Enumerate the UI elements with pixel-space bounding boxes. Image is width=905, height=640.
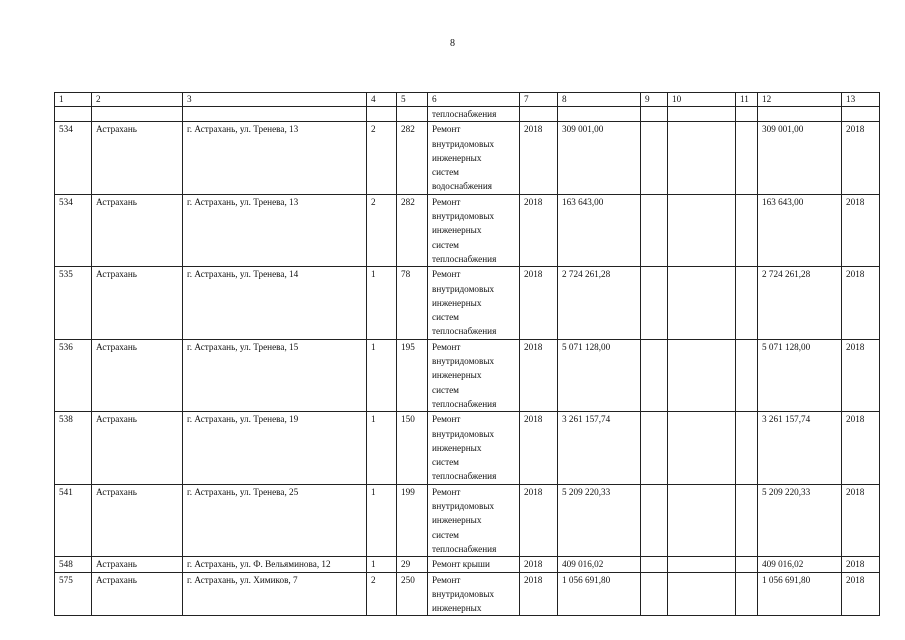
cell-text: 2018 <box>846 196 865 207</box>
cell-text: 195 <box>401 341 415 352</box>
cell-text: 2 <box>371 196 376 207</box>
table-cell-col-no <box>55 557 92 572</box>
table-row <box>55 194 880 266</box>
table-cell-col-11 <box>736 267 758 339</box>
header-cell-col-address: 3 <box>183 93 367 107</box>
cell-text: г. Астрахань, ул. Химиков, 7 <box>187 574 298 585</box>
continuation-cell <box>92 107 183 122</box>
table-cell-col-12 <box>758 339 842 411</box>
table-cell-col-8 <box>558 572 641 616</box>
cell-text: 2018 <box>524 414 543 425</box>
table-cell-col-work-type <box>428 557 520 572</box>
table-cell-col-10 <box>668 557 736 572</box>
cell-text: теплоснабжения <box>432 109 497 119</box>
table-cell-col-9 <box>641 339 668 411</box>
cell-text: г. Астрахань, ул. Тренева, 14 <box>187 269 299 280</box>
table-cell-col-4 <box>367 557 397 572</box>
header-cell-col-12: 12 <box>758 93 842 107</box>
table-cell-col-address <box>183 572 367 616</box>
table-cell-col-4 <box>367 267 397 339</box>
table-cell-col-9 <box>641 267 668 339</box>
header-cell-col-11: 11 <box>736 93 758 107</box>
cell-text: 2018 <box>846 124 865 135</box>
table-cell-col-13 <box>842 267 880 339</box>
cell-text: 3 261 157,74 <box>562 414 611 425</box>
table-cell-col-5 <box>397 194 428 266</box>
cell-text: 1 056 691,80 <box>762 574 811 585</box>
header-cell-col-7: 7 <box>520 93 558 107</box>
page-number: 8 <box>450 38 455 49</box>
cell-text: г. Астрахань, ул. Ф. Вельяминова, 12 <box>187 559 331 570</box>
continuation-cell <box>367 107 397 122</box>
header-cell-col-8: 8 <box>558 93 641 107</box>
cell-text: 1 <box>371 486 376 497</box>
table-cell-col-11 <box>736 339 758 411</box>
table-cell-col-7 <box>520 122 558 194</box>
continuation-cell <box>397 107 428 122</box>
cell-text: Ремонт внутридомовых инженерных систем теплоснабжения <box>432 269 497 337</box>
cell-text: Астрахань <box>96 341 137 352</box>
table-cell-col-8 <box>558 267 641 339</box>
header-cell-col-work-type: 6 <box>428 93 520 107</box>
table-cell-col-9 <box>641 122 668 194</box>
cell-text: Астрахань <box>96 196 137 207</box>
table-cell-col-13 <box>842 412 880 484</box>
continuation-cell <box>183 107 367 122</box>
continuation-cell <box>641 107 668 122</box>
table-cell-col-city <box>92 572 183 616</box>
continuation-cell <box>558 107 641 122</box>
table-cell-col-7 <box>520 267 558 339</box>
header-cell-col-13: 13 <box>842 93 880 107</box>
table-cell-col-5 <box>397 572 428 616</box>
cell-text: 2018 <box>846 486 865 497</box>
cell-text: 1 <box>371 559 376 570</box>
table-cell-col-12 <box>758 557 842 572</box>
cell-text: г. Астрахань, ул. Тренева, 13 <box>187 124 299 135</box>
table-cell-col-11 <box>736 122 758 194</box>
table-row <box>55 339 880 411</box>
cell-text: 2 724 261,28 <box>762 269 811 280</box>
table-cell-col-11 <box>736 557 758 572</box>
table-cell-col-4 <box>367 194 397 266</box>
cell-text: 2018 <box>524 196 543 207</box>
cell-text: г. Астрахань, ул. Тренева, 25 <box>187 486 299 497</box>
cell-text: 5 209 220,33 <box>562 486 611 497</box>
table-cell-col-city <box>92 267 183 339</box>
cell-text: 2018 <box>846 269 865 280</box>
table-cell-col-7 <box>520 412 558 484</box>
cell-text: 309 001,00 <box>762 124 804 135</box>
table-cell-col-work-type <box>428 122 520 194</box>
table-cell-col-5 <box>397 122 428 194</box>
cell-text: Астрахань <box>96 414 137 425</box>
cell-text: 309 001,00 <box>562 124 604 135</box>
table-cell-col-12 <box>758 267 842 339</box>
table-cell-col-11 <box>736 572 758 616</box>
table-cell-col-address <box>183 122 367 194</box>
continuation-cell <box>842 107 880 122</box>
table-cell-col-address <box>183 194 367 266</box>
cell-text: 5 209 220,33 <box>762 486 811 497</box>
cell-text: 2018 <box>524 486 543 497</box>
cell-text: 163 643,00 <box>762 196 804 207</box>
table-cell-col-8 <box>558 122 641 194</box>
table-cell-col-9 <box>641 412 668 484</box>
cell-text: Ремонт внутридомовых инженерных систем теплоснабжения <box>432 414 497 482</box>
table-cell-col-7 <box>520 572 558 616</box>
cell-text: Астрахань <box>96 559 137 570</box>
cell-text: 1 <box>371 414 376 425</box>
continuation-cell <box>520 107 558 122</box>
cell-text: 2 <box>371 124 376 135</box>
table-cell-col-13 <box>842 557 880 572</box>
table-cell-col-no <box>55 194 92 266</box>
table-row <box>55 557 880 572</box>
cell-text: Ремонт внутридомовых инженерных <box>432 574 495 614</box>
cell-text: 282 <box>401 196 415 207</box>
cell-text: Ремонт крыши <box>432 559 490 570</box>
table-cell-col-5 <box>397 412 428 484</box>
cell-text: г. Астрахань, ул. Тренева, 15 <box>187 341 299 352</box>
table-cell-col-10 <box>668 484 736 556</box>
table-cell-col-12 <box>758 572 842 616</box>
table-cell-col-7 <box>520 194 558 266</box>
table-row <box>55 412 880 484</box>
table-cell-col-8 <box>558 484 641 556</box>
cell-text: Астрахань <box>96 124 137 135</box>
cell-text: 2 <box>371 574 376 585</box>
table-cell-col-13 <box>842 122 880 194</box>
cell-text: 2018 <box>846 414 865 425</box>
table-row <box>55 572 880 616</box>
table-cell-col-7 <box>520 339 558 411</box>
table-cell-col-10 <box>668 339 736 411</box>
table-cell-col-work-type <box>428 339 520 411</box>
cell-text: Ремонт внутридомовых инженерных систем теплоснабжения <box>432 196 497 264</box>
header-cell-col-9: 9 <box>641 93 668 107</box>
cell-text: 5 071 128,00 <box>762 341 811 352</box>
table-cell-col-work-type <box>428 267 520 339</box>
cell-text: 3 261 157,74 <box>762 414 811 425</box>
continuation-row <box>55 107 880 122</box>
table-cell-col-12 <box>758 122 842 194</box>
continuation-cell <box>758 107 842 122</box>
table-cell-col-13 <box>842 339 880 411</box>
table-cell-col-4 <box>367 339 397 411</box>
table-cell-col-8 <box>558 557 641 572</box>
table-cell-col-13 <box>842 572 880 616</box>
cell-text: 2018 <box>846 559 865 570</box>
table-cell-col-10 <box>668 122 736 194</box>
table-cell-col-12 <box>758 194 842 266</box>
continuation-cell <box>55 107 92 122</box>
table-cell-col-10 <box>668 267 736 339</box>
cell-text: 538 <box>59 414 73 425</box>
table-cell-col-9 <box>641 484 668 556</box>
table-cell-col-city <box>92 484 183 556</box>
cell-text: 2018 <box>846 574 865 585</box>
table-cell-col-work-type <box>428 194 520 266</box>
table-cell-col-address <box>183 339 367 411</box>
cell-text: Ремонт внутридомовых инженерных систем водоснабжения <box>432 124 495 192</box>
table-cell-col-address <box>183 267 367 339</box>
cell-text: 282 <box>401 124 415 135</box>
cell-text: 1 <box>371 269 376 280</box>
cell-text: 409 016,02 <box>562 559 604 570</box>
continuation-cell <box>736 107 758 122</box>
table-cell-col-11 <box>736 412 758 484</box>
header-cell-col-10: 10 <box>668 93 736 107</box>
cell-text: 250 <box>401 574 415 585</box>
table-cell-col-5 <box>397 339 428 411</box>
table-cell-col-no <box>55 122 92 194</box>
cell-text: г. Астрахань, ул. Тренева, 13 <box>187 196 299 207</box>
table-cell-col-city <box>92 412 183 484</box>
cell-text: 2018 <box>524 574 543 585</box>
cell-text: 5 071 128,00 <box>562 341 611 352</box>
header-cell-col-5: 5 <box>397 93 428 107</box>
cell-text: 163 643,00 <box>562 196 604 207</box>
header-cell-col-city: 2 <box>92 93 183 107</box>
cell-text: 2018 <box>524 341 543 352</box>
cell-text: 1 <box>371 341 376 352</box>
cell-text: Ремонт внутридомовых инженерных систем теплоснабжения <box>432 341 497 409</box>
table-cell-col-city <box>92 194 183 266</box>
table-row <box>55 484 880 556</box>
table-cell-col-city <box>92 339 183 411</box>
cell-text: 78 <box>401 269 411 280</box>
cell-text: 29 <box>401 559 411 570</box>
table-cell-col-9 <box>641 572 668 616</box>
table-cell-col-no <box>55 572 92 616</box>
table-cell-col-5 <box>397 484 428 556</box>
cell-text: Ремонт внутридомовых инженерных систем теплоснабжения <box>432 486 497 554</box>
table-cell-col-work-type <box>428 412 520 484</box>
table-cell-col-12 <box>758 412 842 484</box>
table-cell-col-address <box>183 484 367 556</box>
table-cell-col-5 <box>397 267 428 339</box>
cell-text: 534 <box>59 196 73 207</box>
table-cell-col-13 <box>842 484 880 556</box>
table-cell-col-8 <box>558 412 641 484</box>
table-cell-col-7 <box>520 484 558 556</box>
table-cell-col-11 <box>736 194 758 266</box>
header-row <box>55 93 880 107</box>
table-cell-col-4 <box>367 412 397 484</box>
cell-text: 541 <box>59 486 73 497</box>
header-cell-col-4: 4 <box>367 93 397 107</box>
table-row <box>55 122 880 194</box>
table-row <box>55 267 880 339</box>
cell-text: 2018 <box>524 124 543 135</box>
table-cell-col-4 <box>367 122 397 194</box>
table-cell-col-8 <box>558 339 641 411</box>
continuation-cell <box>428 107 520 122</box>
cell-text: 2018 <box>524 269 543 280</box>
header-cell-col-no: 1 <box>55 93 92 107</box>
cell-text: 409 016,02 <box>762 559 804 570</box>
table-cell-col-no <box>55 339 92 411</box>
table-cell-col-city <box>92 557 183 572</box>
table-cell-col-7 <box>520 557 558 572</box>
cell-text: 575 <box>59 574 73 585</box>
table-cell-col-4 <box>367 572 397 616</box>
table-cell-col-13 <box>842 194 880 266</box>
table-cell-col-4 <box>367 484 397 556</box>
table-cell-col-address <box>183 412 367 484</box>
cell-text: 150 <box>401 414 415 425</box>
table-cell-col-address <box>183 557 367 572</box>
cell-text: г. Астрахань, ул. Тренева, 19 <box>187 414 299 425</box>
cell-text: 1 056 691,80 <box>562 574 611 585</box>
cell-text: 2018 <box>846 341 865 352</box>
table-body <box>55 93 880 616</box>
cell-text: Астрахань <box>96 574 137 585</box>
table-cell-col-city <box>92 122 183 194</box>
cell-text: 548 <box>59 559 73 570</box>
table-cell-col-9 <box>641 194 668 266</box>
register-table <box>54 92 880 616</box>
cell-text: Астрахань <box>96 269 137 280</box>
table-cell-col-work-type <box>428 484 520 556</box>
table-cell-col-11 <box>736 484 758 556</box>
table-cell-col-10 <box>668 412 736 484</box>
cell-text: 536 <box>59 341 73 352</box>
table-cell-col-10 <box>668 194 736 266</box>
table-cell-col-8 <box>558 194 641 266</box>
cell-text: 535 <box>59 269 73 280</box>
continuation-cell <box>668 107 736 122</box>
table-cell-col-9 <box>641 557 668 572</box>
table-cell-col-10 <box>668 572 736 616</box>
cell-text: 2018 <box>524 559 543 570</box>
table-cell-col-5 <box>397 557 428 572</box>
table-cell-col-no <box>55 267 92 339</box>
cell-text: Астрахань <box>96 486 137 497</box>
cell-text: 2 724 261,28 <box>562 269 611 280</box>
table-cell-col-no <box>55 484 92 556</box>
cell-text: 199 <box>401 486 415 497</box>
table-cell-col-no <box>55 412 92 484</box>
cell-text: 534 <box>59 124 73 135</box>
table-cell-col-work-type <box>428 572 520 616</box>
table-cell-col-12 <box>758 484 842 556</box>
